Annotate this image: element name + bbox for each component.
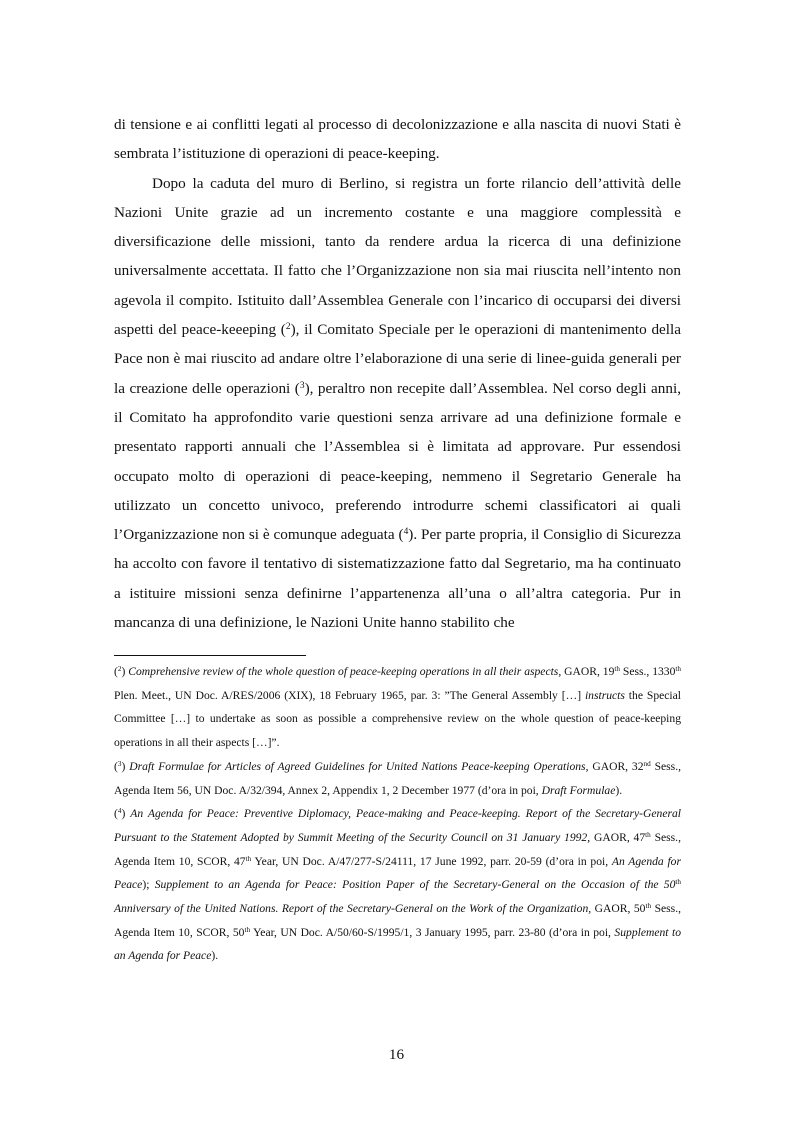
footnote-2-ordinal: th	[614, 665, 620, 674]
paragraph-2-part-d: ). Per parte propria, il Consiglio di Sicurezza ha accolto con favore il tentativo di sistematizzazione fatto dal Segretario, ma ha continuato a istituire missioni senza definirne l’appartenenza all’una o all’altra categoria. Pur in mancanza di una definizione, le Nazioni Unite hanno stabilito che	[114, 526, 681, 632]
footnote-ref-2[interactable]: 2	[285, 321, 291, 332]
footnote-4-text: GAOR, 50	[591, 902, 646, 916]
footnote-ref-3[interactable]: 3	[299, 380, 305, 391]
footnote-4-emphasis: Supplement to an Agenda for Peace: Position Paper of the Secretary-General on the Occasion of the 50	[154, 878, 676, 892]
footnote-2-number: 2	[117, 665, 122, 674]
footnotes	[114, 660, 681, 968]
footnote-4-emphasis: Anniversary of the United Nations. Report of the Secretary-General on the Work of the Organization,	[114, 902, 592, 916]
footnote-4-ordinal: th	[675, 878, 681, 887]
footnote-2-text: , GAOR, 19	[558, 665, 615, 678]
paragraph-2-part-b: ), il Comitato Speciale per le operazioni di mantenimento della Pace non è mai riuscito ad andare oltre l’elaborazione di una serie di linee-guida generali per la creazione delle operazioni (	[114, 321, 681, 397]
footnote-3-title: Draft Formulae for Articles of Agreed Guidelines for United Nations Peace-keeping Operations	[129, 759, 586, 773]
footnote-4-number: 4	[117, 807, 122, 816]
footnote-4-text: ).	[211, 949, 219, 963]
footnote-3-text: Sess., Agenda Item 56, UN Doc. A/32/394, Annex 2, Appendix 1, 2 December 1977 (d’ora in poi,	[114, 759, 681, 797]
footnote-2-text: the Special Committee […] to undertake as soon as possible a comprehensive review on the whole question of peace-keeping operations in all their aspects […]”.	[114, 688, 681, 750]
footnote-4-ordinal: th	[245, 854, 252, 863]
footnote-3: ($^3$) Draft Formulae for Articles of Agreed Guidelines for United Nations Peace-keeping Operations, GAOR, 32nd Sess., Agenda Item 56, UN Doc. A/32/394, Annex 2, Appendix 1, 2 December 1977 (d’ora in poi, Draft Formulae).	[114, 759, 681, 797]
page-number: 16	[388, 1046, 405, 1063]
footnote-2-text: Sess., 1330	[619, 665, 676, 678]
footnote-4-text: Year, UN Doc. A/47/277-S/24111, 17 June 1992, parr. 20-59 (d’ora in poi,	[251, 854, 612, 868]
footnote-3-emphasis: Draft Formulae	[541, 783, 616, 797]
footnote-4-emphasis: An Agenda for Peace	[114, 854, 681, 892]
footnote-2: ($^2$) Comprehensive review of the whole question of peace-keeping operations in all their aspects, GAOR, 19th Sess., 1330th Plen. Meet., UN Doc. A/RES/2006 (XIX), 18 February 1965, par. 3: ”The General Assembly […] instructs the Special Committee […] to undertake as soon as possible a comprehensive review on the whole question of peace-keeping operations in all their aspects […]”.	[114, 665, 681, 750]
paragraph-1: di tensione e ai conflitti legati al processo di decolonizzazione e alla nascita di nuovi Stati è sembrata l’istituzione di operazioni di peace-keeping.	[114, 116, 681, 163]
paragraph-2	[114, 169, 681, 638]
footnote-4-text: );	[142, 878, 155, 892]
paragraph-2-part-a: Dopo la caduta del muro di Berlino, si registra un forte rilancio dell’attività delle Nazioni Unite grazie ad un incremento costante e una maggiore complessità e diversificazione delle missioni, tanto da rendere ardua la ricerca di una definizione universalmente accettata. Il fatto che l’Organizzazione non sia mai riuscita nell’intento non agevola il compito. Istituito dall’Assemblea Generale con l’incarico di occuparsi dei diversi aspetti del peace-keeeping (	[114, 174, 681, 339]
footnote-4-emphasis: Supplement to an Agenda for Peace	[114, 925, 681, 963]
paragraph-2-part-c: ), peraltro non recepite dall’Assemblea. Nel corso degli anni, il Comitato ha approfondito varie questioni senza arrivare ad una definizione formale e presentato rapporti annuali che l’Assemblea si è limitata ad approvare. Pur essendosi occupato molto di operazioni di peace-keeping, nemmeno il Segretario Generale ha utilizzato un concetto univoco, preferendo introdurre schemi classificatori ai quali l’Organizzazione non si è comunque adeguata (	[114, 379, 681, 544]
footnote-4-text: Year, UN Doc. A/50/60-S/1995/1, 3 January 1995, parr. 23-80 (d’ora in poi,	[250, 925, 615, 939]
footnote-4: ($^4$) An Agenda for Peace: Preventive Diplomacy, Peace-making and Peace-keeping. Report of the Secretary-General Pursuant to the Statement Adopted by Summit Meeting of the Security Council on 31 January 1992, GAOR, 47th Sess., Agenda Item 10, SCOR, 47th Year, UN Doc. A/47/277-S/24111, 17 June 1992, parr. 20-59 (d’ora in poi, An Agenda for Peace); Supplement to an Agenda for Peace: Position Paper of the Secretary-General on the Occasion of the 50th Anniversary of the United Nations. Report of the Secretary-General on the Work of the Organization, GAOR, 50th Sess., Agenda Item 10, SCOR, 50th Year, UN Doc. A/50/60-S/1995/1, 3 January 1995, parr. 23-80 (d’ora in poi, Supplement to an Agenda for Peace).	[114, 807, 681, 963]
footnote-2-title: Comprehensive review of the whole question of peace-keeping operations in all their aspects	[128, 665, 559, 678]
footnote-4-text: Sess., Agenda Item 10, SCOR, 47	[114, 830, 681, 868]
footnote-4-ordinal: th	[645, 902, 652, 911]
footnote-4-title: An Agenda for Peace: Preventive Diplomacy, Peace-making and Peace-keeping. Report of the Secretary-General Pursuant to the Statement Adopted by Summit Meeting of the Security Council on 31 January 1992	[114, 807, 681, 844]
footnote-3-text: ).	[615, 783, 623, 797]
footnote-4-text: , GAOR, 47	[587, 830, 646, 844]
footnote-separator	[114, 655, 306, 656]
footnote-4-ordinal: th	[645, 830, 651, 839]
footnote-4-ordinal: th	[244, 925, 251, 934]
body-text	[114, 110, 681, 637]
footnote-3-text: , GAOR, 32	[585, 759, 644, 773]
footnote-3-number: 3	[117, 759, 122, 768]
footnote-2-emphasis: instructs	[584, 688, 625, 702]
footnote-ref-4[interactable]: 4	[403, 526, 409, 537]
footnote-2-text: Plen. Meet., UN Doc. A/RES/2006 (XIX), 18 February 1965, par. 3: ”The General Assembly […]	[114, 688, 585, 702]
footnote-2-ordinal: th	[675, 665, 681, 674]
footnote-4-text: Sess., Agenda Item 10, SCOR, 50	[114, 902, 681, 939]
footnote-3-ordinal: nd	[643, 759, 651, 768]
